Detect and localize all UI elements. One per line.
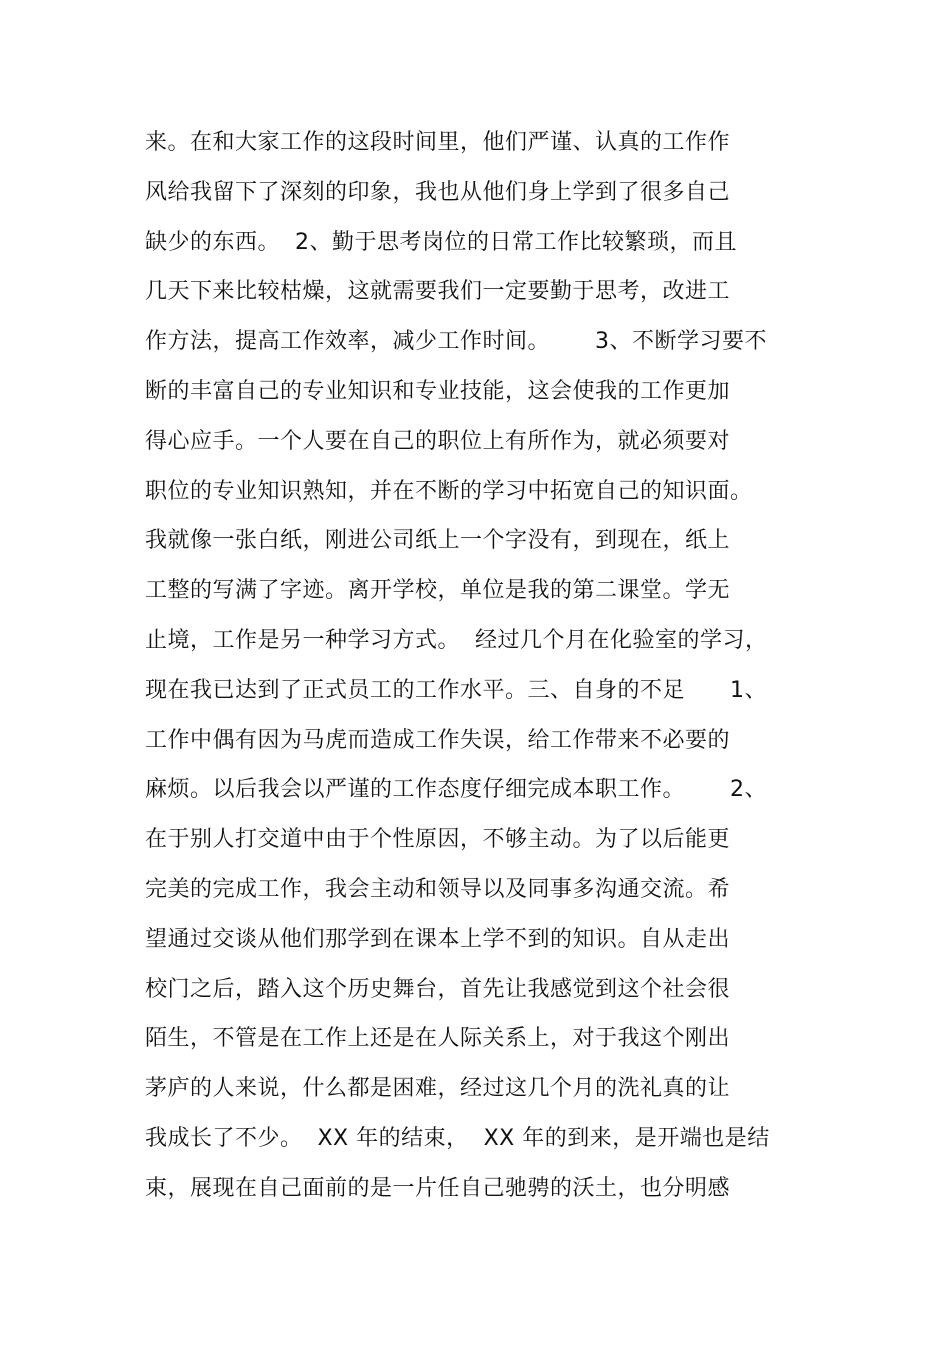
text-line: 束，展现在自己面前的是一片任自己驰骋的沃土，也分明感 <box>145 1175 731 1201</box>
text-line: 茅庐的人来说，什么都是困难，经过这几个月的洗礼真的让 <box>145 1076 731 1102</box>
text-line: 麻烦。以后我会以严谨的工作态度仔细完成本职工作。 2、 <box>145 777 767 803</box>
text-line: 来。在和大家工作的这段时间里，他们严谨、认真的工作作 <box>145 130 731 155</box>
text-line: 得心应手。一个人要在自己的职位上有所作为，就必须要对 <box>145 428 731 454</box>
text-line: 断的丰富自己的专业知识和专业技能，这会使我的工作更加 <box>145 378 731 404</box>
text-line: 工作中偶有因为马虎而造成工作失误，给工作带来不必要的 <box>145 727 731 753</box>
text-line: 工整的写满了字迹。离开学校，单位是我的第二课堂。学无 <box>145 578 731 604</box>
text-line: 职位的专业知识熟知，并在不断的学习中拓宽自己的知识面。 <box>145 478 753 504</box>
text-line: 完美的完成工作，我会主动和领导以及同事多沟通交流。希 <box>145 876 731 902</box>
text-line: 在于别人打交道中由于个性原因，不够主动。为了以后能更 <box>145 827 731 853</box>
text-line: 陌生，不管是在工作上还是在人际关系上，对于我这个刚出 <box>145 1026 731 1052</box>
body-text <box>145 118 845 1214</box>
text-line: 我成长了不少。 XX 年的结束， XX 年的到来，是开端也是结 <box>145 1125 770 1151</box>
text-line: 校门之后，踏入这个历史舞台，首先让我感觉到这个社会很 <box>145 976 731 1002</box>
text-line: 望通过交谈从他们那学到在课本上学不到的知识。自从走出 <box>145 926 731 952</box>
text-line: 现在我已达到了正式员工的工作水平。三、自身的不足 1、 <box>145 677 767 703</box>
text-line: 风给我留下了深刻的印象，我也从他们身上学到了很多自己 <box>145 179 731 205</box>
text-line: 几天下来比较枯燥，这就需要我们一定要勤于思考，改进工 <box>145 279 731 305</box>
text-line: 缺少的东西。 2、勤于思考岗位的日常工作比较繁琐，而且 <box>145 229 737 255</box>
text-line: 我就像一张白纸，刚进公司纸上一个字没有，到现在，纸上 <box>145 528 731 554</box>
text-line: 止境，工作是另一种学习方式。 经过几个月在化验室的学习， <box>145 627 768 653</box>
text-line: 作方法，提高工作效率，减少工作时间。 3、不断学习要不 <box>145 329 767 355</box>
